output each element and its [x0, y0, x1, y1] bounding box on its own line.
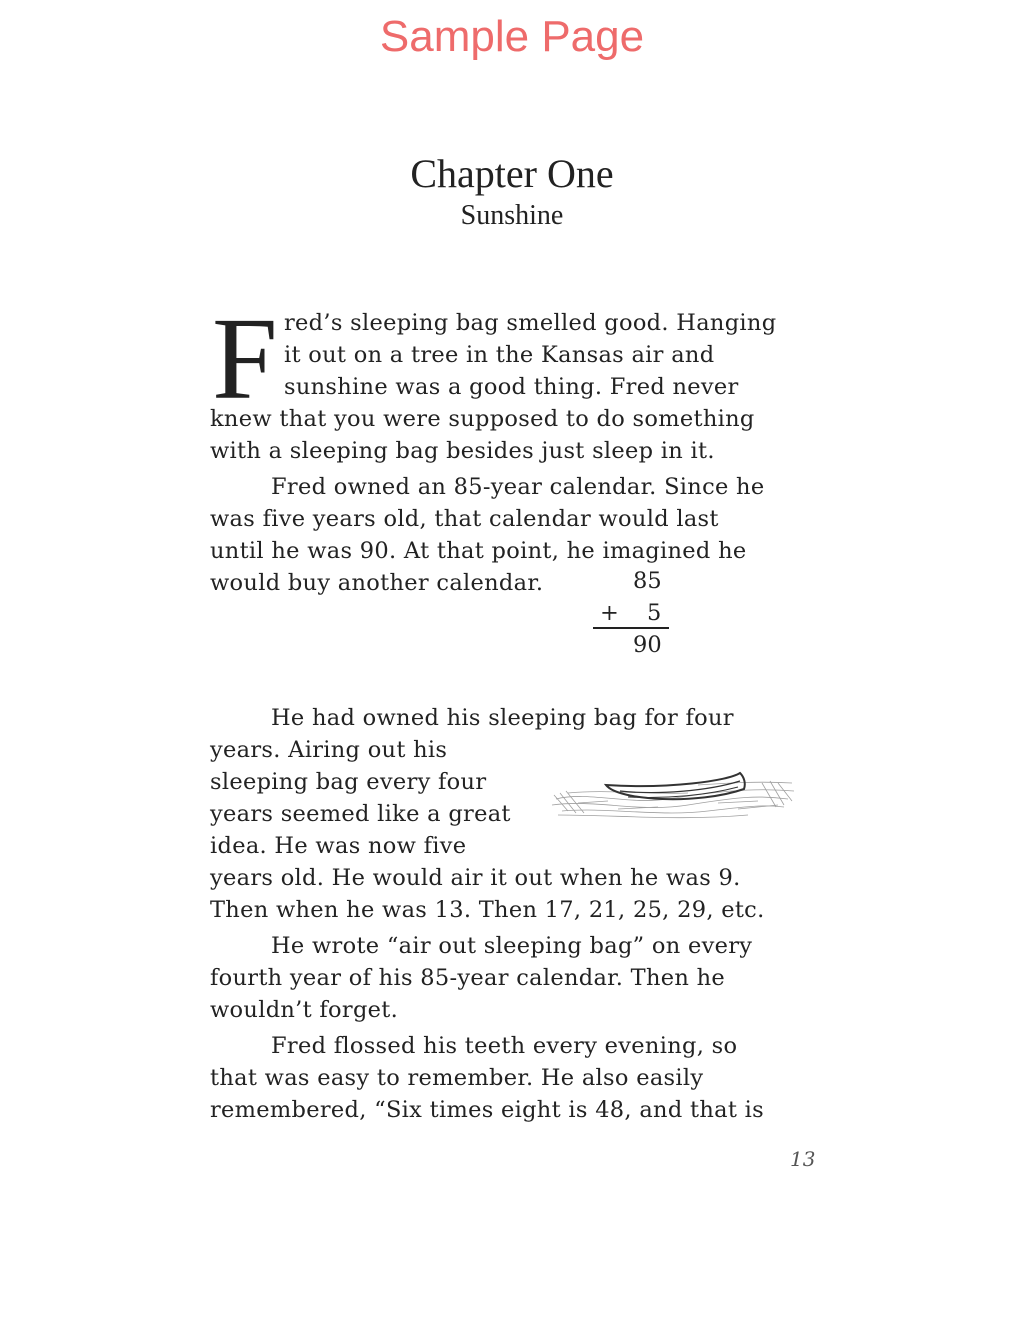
- page-number: 13: [790, 1147, 816, 1171]
- text-line: would buy another calendar.: [210, 570, 544, 596]
- text-line: wouldn’t forget.: [210, 997, 399, 1023]
- addition-rule: [593, 627, 669, 629]
- text-line: Fred owned an 85-year calendar. Since he: [271, 474, 765, 500]
- text-line: was five years old, that calendar would last: [210, 506, 719, 532]
- text-line: He had owned his sleeping bag for four: [271, 705, 734, 731]
- text-line: years seemed like a great: [210, 801, 511, 827]
- text-line: until he was 90. At that point, he imagined he: [210, 538, 747, 564]
- text-line: years. Airing out his: [210, 737, 448, 763]
- text-line: fourth year of his 85-year calendar. Then he: [210, 965, 726, 991]
- text-line: that was easy to remember. He also easily: [210, 1065, 704, 1091]
- text-line: He wrote “air out sleeping bag” on every: [271, 933, 753, 959]
- paragraph-5: [210, 1030, 810, 1126]
- paragraph-4: [210, 930, 810, 1026]
- text-line: sleeping bag every four: [210, 769, 487, 795]
- canoe-sketch-illustration: [548, 765, 798, 825]
- chapter-subtitle: Sunshine: [460, 200, 564, 231]
- paragraph-1-dropcap-lines: [284, 307, 814, 403]
- paragraph-2: [210, 471, 810, 599]
- text-line: it out on a tree in the Kansas air and: [284, 342, 715, 368]
- text-line: knew that you were supposed to do something: [210, 406, 755, 432]
- text-line: Then when he was 13. Then 17, 21, 25, 29, etc.: [210, 897, 765, 923]
- chapter-title: Chapter One: [410, 151, 614, 196]
- addition-top-number: 85: [633, 568, 662, 594]
- text-line: with a sleeping bag besides just sleep in it.: [210, 438, 715, 464]
- drop-cap: F: [212, 293, 278, 424]
- sample-page-watermark: Sample Page: [379, 12, 645, 61]
- text-line: sunshine was a good thing. Fred never: [284, 374, 739, 400]
- text-line: Fred flossed his teeth every evening, so: [271, 1033, 738, 1059]
- text-line: red’s sleeping bag smelled good. Hanging: [284, 310, 777, 336]
- paragraph-1-continued: [210, 403, 810, 467]
- text-line: idea. He was now five: [210, 833, 467, 859]
- text-line: remembered, “Six times eight is 48, and that is: [210, 1097, 764, 1123]
- addition-second-number: 5: [647, 600, 662, 626]
- addition-operator: +: [600, 600, 619, 626]
- text-line: years old. He would air it out when he was 9.: [210, 865, 741, 891]
- addition-result: 90: [633, 632, 662, 658]
